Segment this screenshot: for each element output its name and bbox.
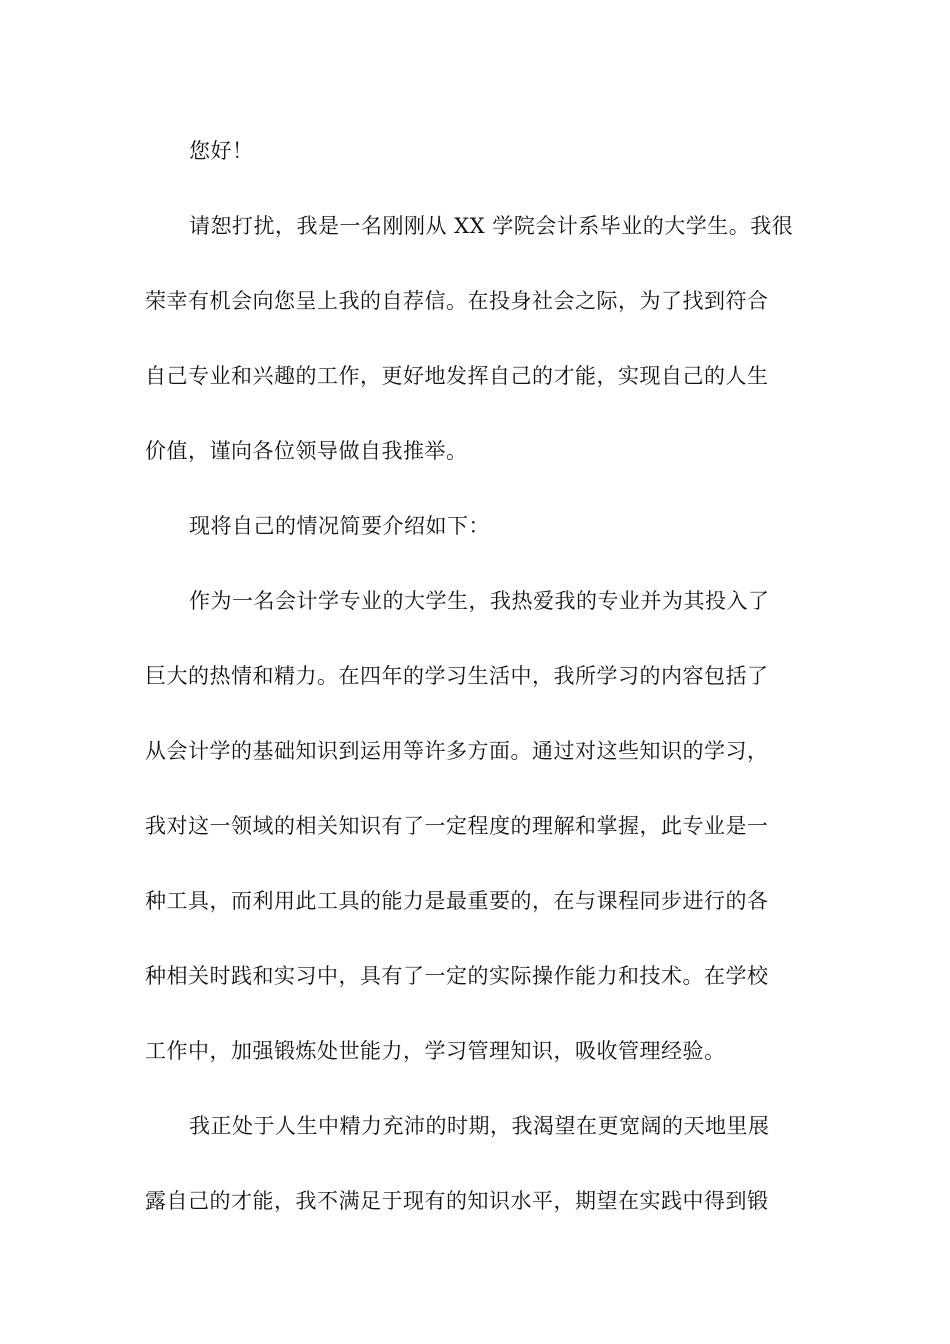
text-line: 我正处于人生中精力充沛的时期，我渴望在更宽阔的天地里展 <box>189 1114 770 1138</box>
text-line: 价值，谨向各位领导做自我推举。 <box>145 439 468 463</box>
text-line: 请恕打扰，我是一名刚刚从 XX 学院会计系毕业的大学生。我很 <box>189 214 794 238</box>
paragraph-introduction <box>145 189 805 489</box>
text-line: 工作中，加强锻炼处世能力，学习管理知识，吸收管理经验。 <box>145 1039 726 1063</box>
text-line: 自己专业和兴趣的工作，更好地发挥自己的才能，实现自己的人生 <box>145 364 769 388</box>
paragraph-education <box>145 564 805 1089</box>
paragraph-aspiration <box>145 1089 805 1239</box>
text-line: 我对这一领域的相关知识有了一定程度的理解和掌握，此专业是一 <box>145 814 769 838</box>
text-line: 种工具，而利用此工具的能力是最重要的，在与课程同步进行的各 <box>145 889 769 913</box>
text-line: 现将自己的情况简要介绍如下： <box>189 514 490 538</box>
paragraph-lead-in <box>145 489 805 564</box>
text-line: 露自己的才能，我不满足于现有的知识水平，期望在实践中得到锻 <box>145 1189 769 1213</box>
text-line: 作为一名会计学专业的大学生，我热爱我的专业并为其投入了 <box>189 589 770 613</box>
letter-body <box>145 114 805 1239</box>
text-line: 荣幸有机会向您呈上我的自荐信。在投身社会之际，为了找到符合 <box>145 289 769 313</box>
text-line: 巨大的热情和精力。在四年的学习生活中，我所学习的内容包括了 <box>145 664 769 688</box>
text-line: 种相关时践和实习中，具有了一定的实际操作能力和技术。在学校 <box>145 964 769 988</box>
paragraph-greeting <box>145 114 805 189</box>
text-line: 从会计学的基础知识到运用等许多方面。通过对这些知识的学习， <box>145 739 769 763</box>
text-line: 您好！ <box>189 139 254 163</box>
